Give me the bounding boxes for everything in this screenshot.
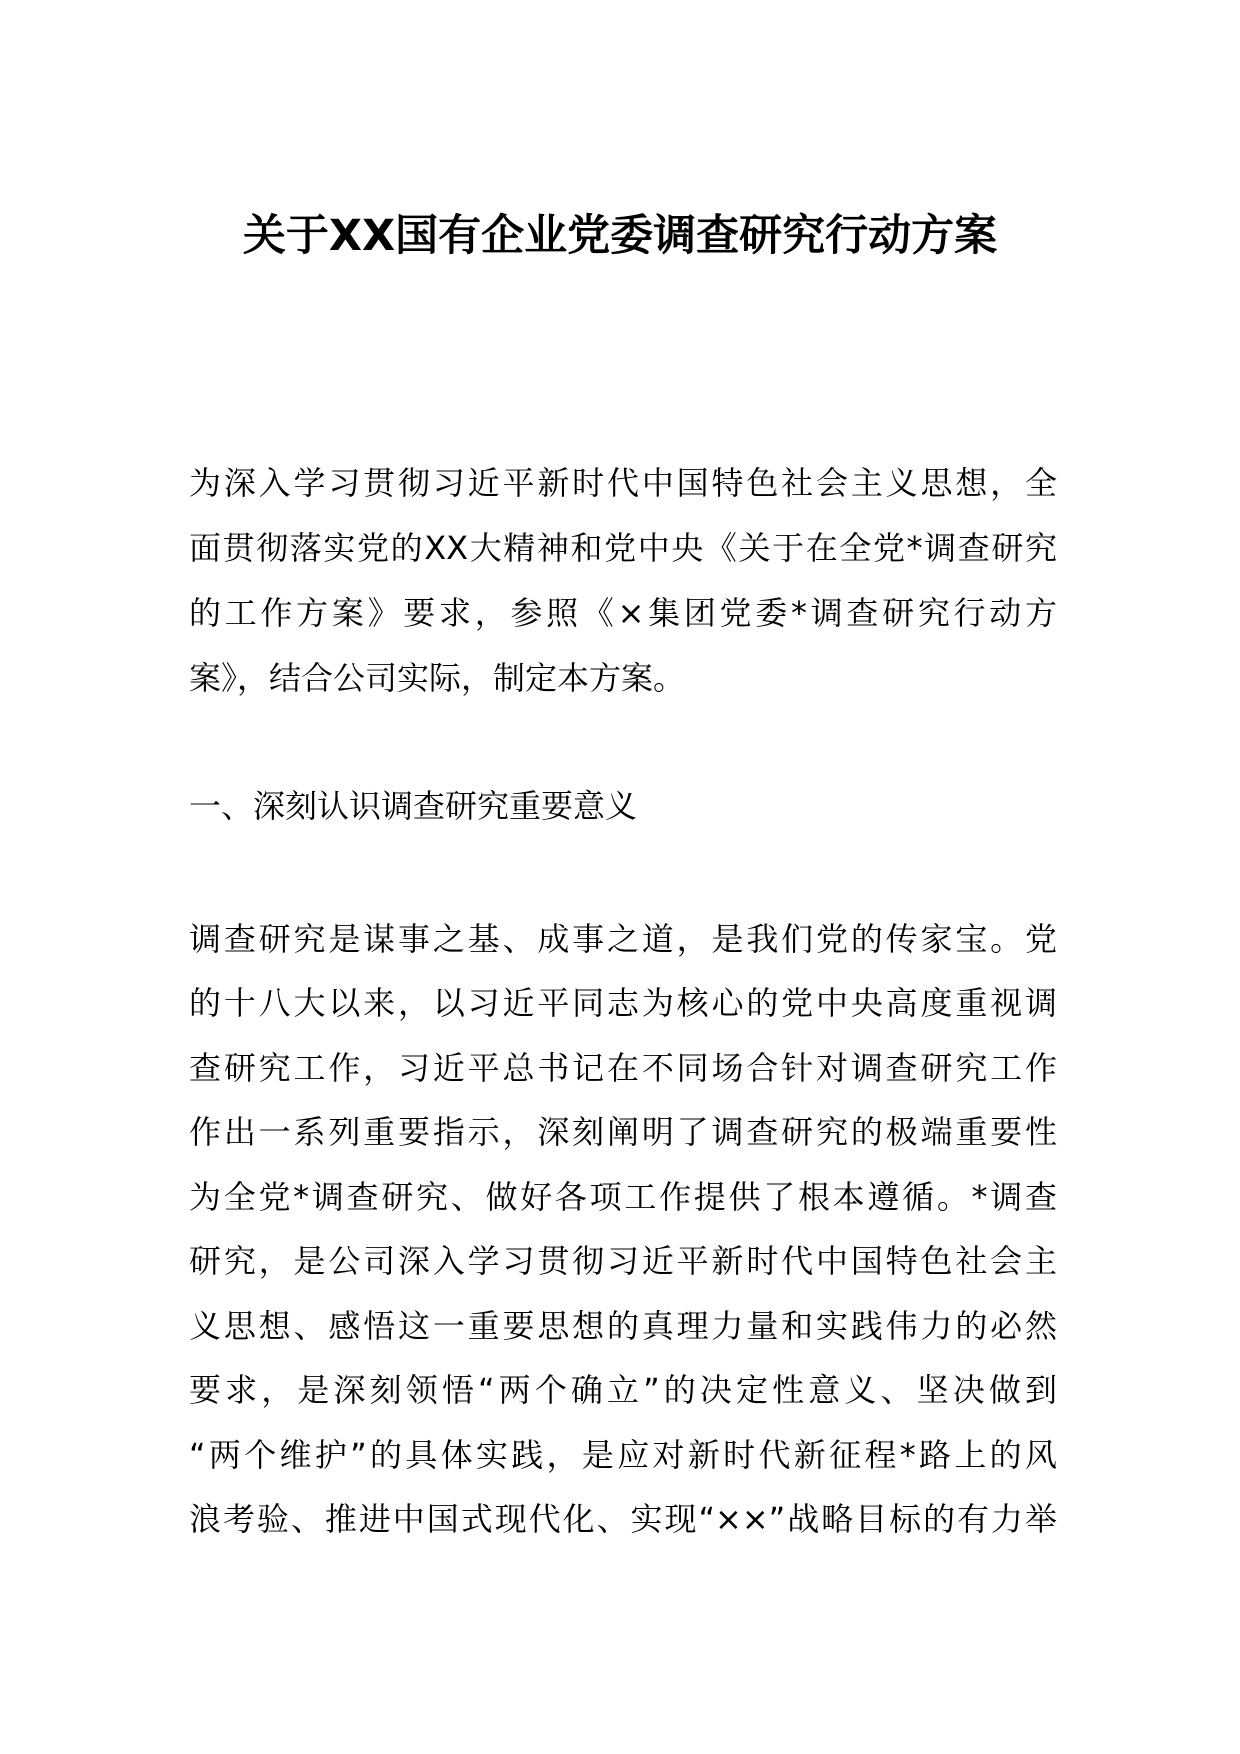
intro-line: 为深入学习贯彻习近平新时代中国特色社会主义思想，全 (189, 464, 1057, 502)
body-line: 义思想、感悟这一重要思想的真理力量和实践伟力的必然 (189, 1307, 1057, 1345)
body-line: “两个维护”的具体实践，是应对新时代新征程*路上的风 (189, 1436, 1057, 1474)
body-line: 为全党*调查研究、做好各项工作提供了根本遵循。*调查 (189, 1178, 1057, 1216)
body-line: 研究，是公司深入学习贯彻习近平新时代中国特色社会主 (189, 1242, 1057, 1280)
body-line: 作出一系列重要指示，深刻阐明了调查研究的极端重要性 (189, 1113, 1057, 1151)
intro-line: 面贯彻落实党的XX大精神和党中央《关于在全党*调查研究 (189, 529, 1057, 567)
body-line: 浪考验、推进中国式现代化、实现“××”战略目标的有力举 (189, 1500, 1057, 1538)
body-line: 查研究工作，习近平总书记在不同场合针对调查研究工作 (189, 1049, 1057, 1087)
intro-line: 的工作方案》要求，参照《×集团党委*调查研究行动方 (189, 594, 1057, 632)
intro-line: 案》，结合公司实际，制定本方案。 (189, 659, 686, 697)
body-line: 要求，是深刻领悟“两个确立”的决定性意义、坚决做到 (189, 1371, 1057, 1409)
section-heading: 一、深刻认识调查研究重要意义 (189, 787, 638, 825)
body-line: 的十八大以来，以习近平同志为核心的党中央高度重视调 (189, 984, 1057, 1022)
body-line: 调查研究是谋事之基、成事之道，是我们党的传家宝。党 (189, 920, 1057, 958)
document-title: 关于XX国有企业党委调查研究行动方案 (242, 211, 998, 261)
